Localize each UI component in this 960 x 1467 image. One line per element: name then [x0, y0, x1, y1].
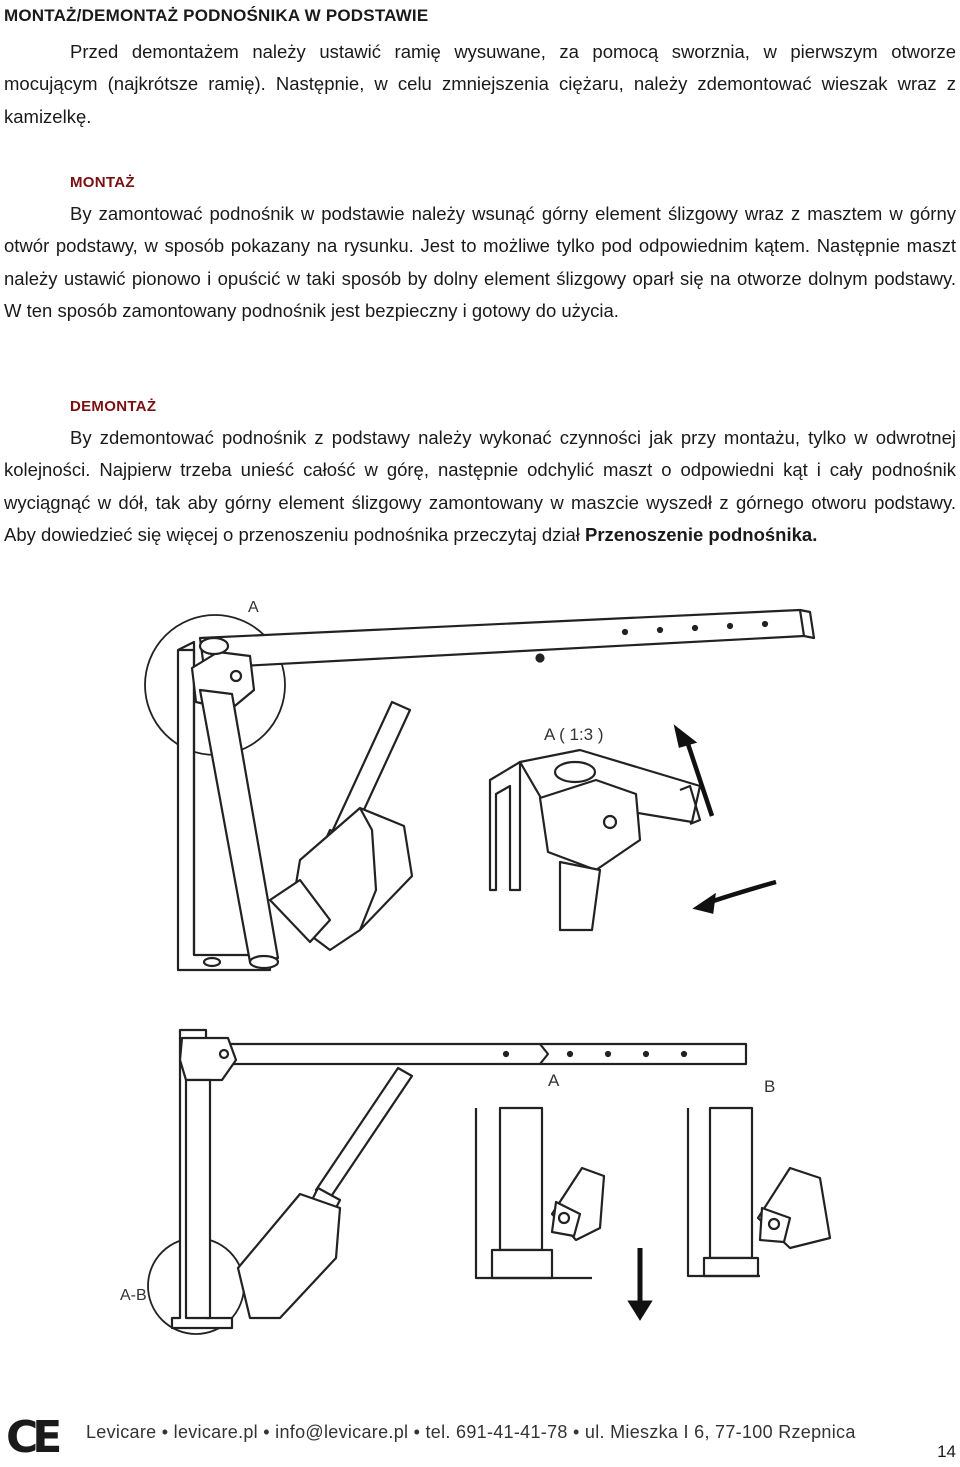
- ce-mark: CE: [6, 1412, 57, 1463]
- demounting-diagram: [0, 1018, 960, 1358]
- label-a: A: [248, 599, 259, 616]
- label-b: B: [764, 1077, 776, 1096]
- demounting-figure: [0, 1018, 960, 1358]
- demontaz-text: By zdemontować podnośnik z podstawy należy wykonać czynności jak przy montażu, tylko w odwrotnej kolejności. Najpierw trzeba unieść całość w górę, następnie odchylić maszt o odpowiedni kąt i cały podnośnik wyciągnąć w dół, tak aby górny element ślizgowy zamontowany w maszcie wyszedł z górnego otworu podstawy. Aby dowiedzieć się więcej o przenoszeniu podnośnika przeczytaj dział: [4, 427, 956, 546]
- montaz-heading: MONTAŻ: [70, 174, 135, 191]
- footer: [0, 1408, 960, 1463]
- footer-contact: Levicare • levicare.pl • info@levicare.pl • tel. 691-41-41-78 • ul. Mieszka I 6, 77-100 Rzepnica: [86, 1422, 856, 1442]
- section-link[interactable]: Przenoszenie podnośnika.: [585, 524, 818, 546]
- page-number: 14: [937, 1442, 956, 1461]
- detail-label: A ( 1:3 ): [544, 725, 604, 744]
- page-title: MONTAŻ/DEMONTAŻ PODNOŚNIKA W PODSTAWIE: [4, 6, 429, 25]
- montaz-text: By zamontować podnośnik w podstawie należy wsunąć górny element ślizgowy wraz z masztem w górny otwór podstawy, w sposób pokazany na rysunku. Jest to możliwe tylko pod odpowiednim kątem. Następnie maszt należy ustawić pionowo i opuścić w taki sposób by dolny element ślizgowy oparł się na otworze dolnym podstawy. W ten sposób zamontowany podnośnik jest bezpieczny i gotowy do użycia.: [4, 203, 956, 322]
- mounting-diagram: [0, 590, 960, 990]
- intro-text: Przed demontażem należy ustawić ramię wysuwane, za pomocą sworznia, w pierwszym otworze mocującym (najkrótsze ramię). Następnie, w celu zmniejszenia ciężaru, należy zdemontować wieszak wraz z kamizelkę.: [4, 41, 956, 127]
- mounting-figure: [0, 590, 960, 990]
- demontaz-paragraph: [4, 422, 956, 552]
- demontaz-heading: DEMONTAŻ: [70, 398, 157, 415]
- montaz-paragraph: [4, 198, 956, 328]
- label-a2: A: [548, 1071, 560, 1090]
- label-ab: A-B: [120, 1287, 147, 1304]
- intro-paragraph: [4, 36, 956, 133]
